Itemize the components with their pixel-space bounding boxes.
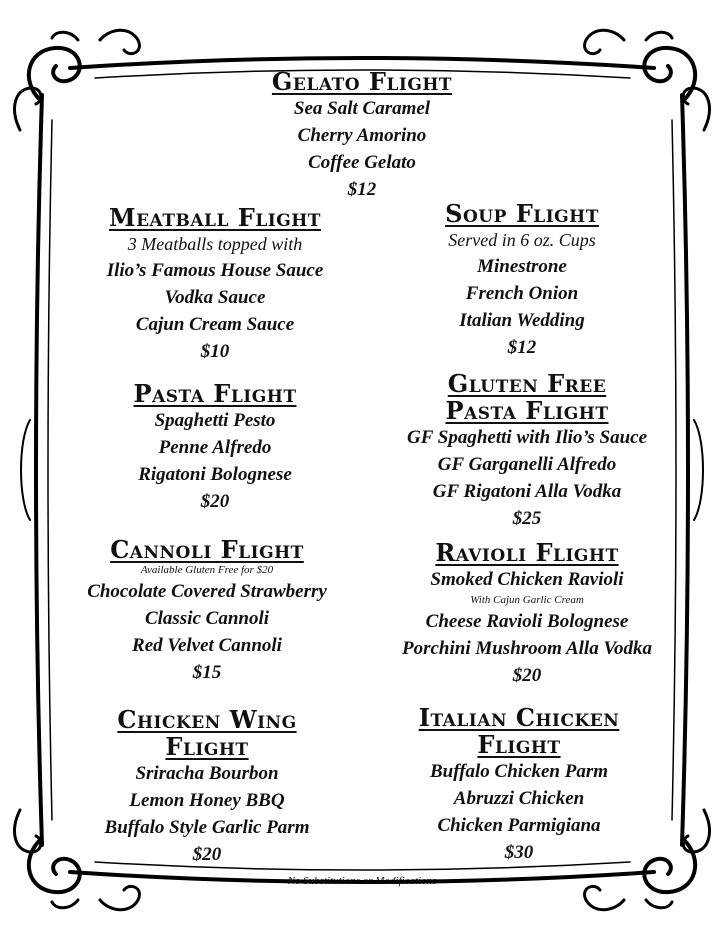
menu-item: Spaghetti Pesto — [154, 410, 276, 431]
menu-item: Sea Salt Caramel — [293, 98, 431, 119]
menu-item: Smoked Chicken Ravioli — [430, 569, 624, 590]
price: $12 — [347, 179, 377, 200]
chicken-wing-flight-section — [52, 706, 362, 868]
soup-flight-section — [372, 200, 672, 361]
menu-item: Ilio’s Famous House Sauce — [106, 260, 324, 281]
menu-item: Classic Cannoli — [144, 608, 270, 629]
title-line: Italian Chicken — [418, 703, 620, 732]
menu-item: Vodka Sauce — [164, 287, 266, 308]
gelato-flight-section — [212, 68, 512, 203]
menu-item: GF Rigatoni Alla Vodka — [432, 481, 622, 502]
menu-item: Chicken Parmigiana — [437, 815, 601, 836]
menu-item: Penne Alfredo — [158, 437, 272, 458]
title-line: Pasta Flight — [445, 396, 609, 425]
gluten-free-pasta-flight-title — [372, 370, 682, 424]
menu-item: Abruzzi Chicken — [453, 788, 585, 809]
menu-item: Rigatoni Bolognese — [138, 464, 292, 485]
menu-item: GF Spaghetti with Ilio’s Sauce — [406, 427, 647, 448]
chicken-wing-flight-title — [52, 706, 362, 760]
price: $20 — [192, 844, 222, 865]
gelato-flight-title: Gelato Flight — [271, 67, 453, 96]
pasta-flight-section — [60, 380, 370, 515]
price: $15 — [192, 662, 222, 683]
menu-item: Red Velvet Cannoli — [132, 635, 282, 656]
italian-chicken-flight-title — [364, 704, 674, 758]
menu-item: GF Garganelli Alfredo — [437, 454, 617, 475]
footer-note: No Substitutions or Modifications — [287, 875, 437, 887]
menu-item: Italian Wedding — [459, 310, 585, 331]
menu-item: Buffalo Style Garlic Parm — [104, 817, 310, 838]
price: $12 — [507, 337, 537, 358]
price: $20 — [512, 665, 542, 686]
menu-item: Cherry Amorino — [297, 125, 427, 146]
ravioli-flight-title: Ravioli Flight — [435, 538, 619, 567]
section-note: 3 Meatballs topped with — [127, 234, 303, 254]
menu-item: Coffee Gelato — [308, 152, 416, 173]
menu-item: French Onion — [465, 283, 579, 304]
title-line: Flight — [165, 732, 249, 761]
section-note: Available Gluten Free for $20 — [140, 564, 274, 576]
menu-item: Sriracha Bourbon — [135, 763, 279, 784]
menu-item: Chocolate Covered Strawberry — [87, 581, 327, 602]
price: $20 — [200, 491, 230, 512]
cannoli-flight-title: Cannoli Flight — [110, 535, 304, 564]
menu-item: Porchini Mushroom Alla Vodka — [401, 638, 653, 659]
menu-item: Minestrone — [477, 256, 567, 277]
price: $25 — [512, 508, 542, 529]
pasta-flight-title: Pasta Flight — [133, 379, 297, 408]
menu-item: Buffalo Chicken Parm — [429, 761, 609, 782]
price: $30 — [504, 842, 534, 863]
soup-flight-title: Soup Flight — [445, 199, 599, 228]
meatball-flight-section — [60, 204, 370, 365]
italian-chicken-flight-section — [364, 704, 674, 866]
title-line: Chicken Wing — [117, 705, 297, 734]
cannoli-flight-section — [52, 536, 362, 686]
title-line: Gluten Free — [447, 369, 607, 398]
title-line: Flight — [477, 730, 561, 759]
price: $10 — [200, 341, 230, 362]
menu-item: Lemon Honey BBQ — [129, 790, 285, 811]
section-note: Served in 6 oz. Cups — [448, 230, 596, 250]
item-note: With Cajun Garlic Cream — [470, 594, 584, 606]
meatball-flight-title: Meatball Flight — [109, 203, 321, 232]
menu-item: Cheese Ravioli Bolognese — [425, 611, 629, 632]
ravioli-flight-section — [372, 539, 682, 689]
menu-item: Cajun Cream Sauce — [135, 314, 295, 335]
gluten-free-pasta-flight-section — [372, 370, 682, 532]
